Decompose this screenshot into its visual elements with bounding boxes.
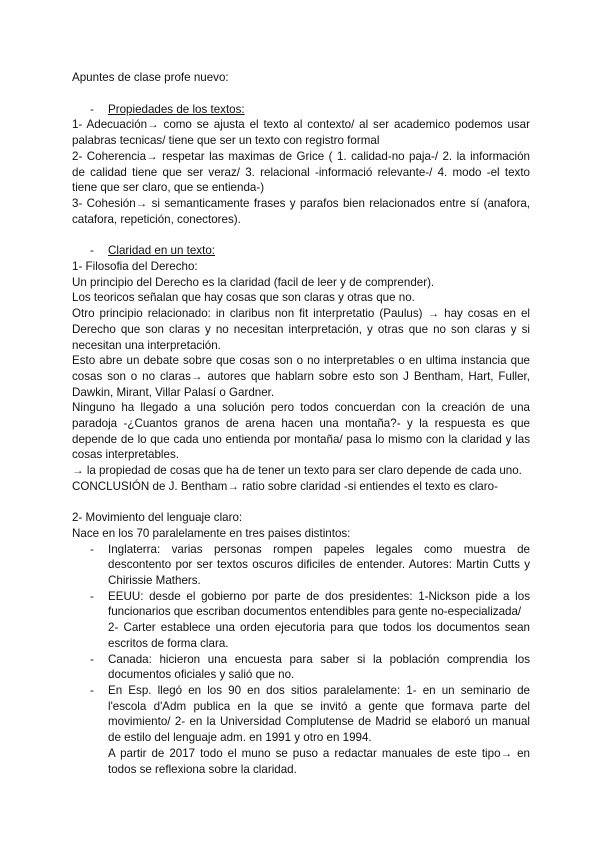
paragraph: Otro principio relacionado: in claribus non fit interpretatio (Paulus) → hay cosas en el Derecho que son claras y no necesitan interpretación, y otras que no son claras y si necesitan una interpretación.	[72, 307, 530, 352]
subheading: 1- Filosofia del Derecho:	[72, 260, 198, 274]
country-list	[72, 542, 530, 778]
dash-bullet: -	[90, 652, 94, 666]
list-item-text: A partir de 2017 todo el muno se puso a redactar manuales de este tipo→ en todos se reflexiona sobre la claridad.	[108, 746, 530, 776]
list-item	[90, 589, 530, 652]
document-page	[72, 70, 530, 777]
dash-bullet: -	[90, 102, 94, 116]
list-item	[90, 683, 530, 777]
heading-text: Claridad en un texto:	[108, 244, 215, 258]
paragraph: Esto abre un debate sobre que cosas son o no interpretables o en ultima instancia que cosas son o no claras→ autores que hablarn sobre esto son J Bentham, Hart, Fuller, Dawkin, Mirant, Villar Palasí o Gardner.	[72, 354, 530, 399]
section-heading-clarity	[90, 243, 530, 259]
subheading: 2- Movimiento del lenguaje claro:	[72, 511, 243, 525]
blank-line	[72, 495, 530, 511]
list-item-text: EEUU: desde el gobierno por parte de dos presidentes: 1-Nickson pide a los funcionarios que escriban documentos entendibles para gente no-especializada/	[108, 589, 530, 619]
paragraph: Ninguno ha llegado a una solución pero todos concuerdan con la creación de una paradoja -¿Cuantos granos de arena hacen una montaña?- y la respuesta es que depende de lo que cada uno entienda por montaña/ pasa lo mismo con la claridad y las cosas interpretables.	[72, 401, 530, 462]
section-heading-properties	[90, 102, 530, 118]
list-item-text: En Esp. llegó en los 90 en dos sitios paralelamente: 1- en un seminario de l'escola d'Adm publica en la que se invitó a gente que formava parte del movimiento/ 2- en la Universidad Complutense de Madrid se elaboró un manual de estilo del lenguaje adm. en 1991 y otro en 1994.	[108, 684, 530, 745]
paragraph: CONCLUSIÓN de J. Bentham→ ratio sobre claridad -si entiendes el texto es claro-	[72, 479, 498, 493]
paragraph: Nace en los 70 paralelamente en tres paises distintos:	[72, 526, 351, 540]
paragraph: 1- Adecuación→ como se ajusta el texto al contexto/ al ser academico podemos usar palabras tecnicas/ tiene que ser un texto con registro formal	[72, 118, 530, 148]
dash-bullet: -	[90, 244, 94, 258]
list-item	[90, 542, 530, 589]
document-title: Apuntes de clase profe nuevo:	[72, 71, 229, 84]
dash-bullet: -	[90, 684, 94, 697]
heading-text: Propiedades de los textos:	[108, 102, 245, 116]
dash-bullet: -	[90, 589, 94, 603]
list-item	[90, 652, 530, 683]
paragraph: 2- Coherencia→ respetar las maximas de Grice ( 1. calidad-no paja-/ 2. la información de calidad tiene que ser veraz/ 3. relacional -informació relevante-/ 4. modo -el texto tiene que ser claro, que se entienda-)	[72, 149, 530, 195]
list-item-text: Inglaterra: varias personas rompen papeles legales como muestra de descontento por ser textos oscuros dificiles de entender. Autores: Martin Cutts y Chirissie Mathers.	[108, 542, 530, 588]
paragraph: Un principio del Derecho es la claridad (facil de leer y de comprender).	[72, 275, 435, 289]
list-item-text: 2- Carter establece una orden ejecutoria para que todos los documentos sean escritos de forma clara.	[108, 621, 530, 650]
paragraph: 3- Cohesión→ si semanticamente frases y parafos bien relacionados entre sí (anafora, catafora, repetición, conectores).	[72, 196, 530, 226]
dash-bullet: -	[90, 542, 94, 556]
paragraph: Los teoricos señalan que hay cosas que son claras y otras que no.	[72, 291, 415, 305]
paragraph: → la propiedad de cosas que ha de tener un texto para ser claro depende de cada uno.	[72, 464, 522, 478]
list-item-text: Canada: hicieron una encuesta para saber si la población comprendia los documentos oficiales y salió que no.	[108, 652, 530, 682]
